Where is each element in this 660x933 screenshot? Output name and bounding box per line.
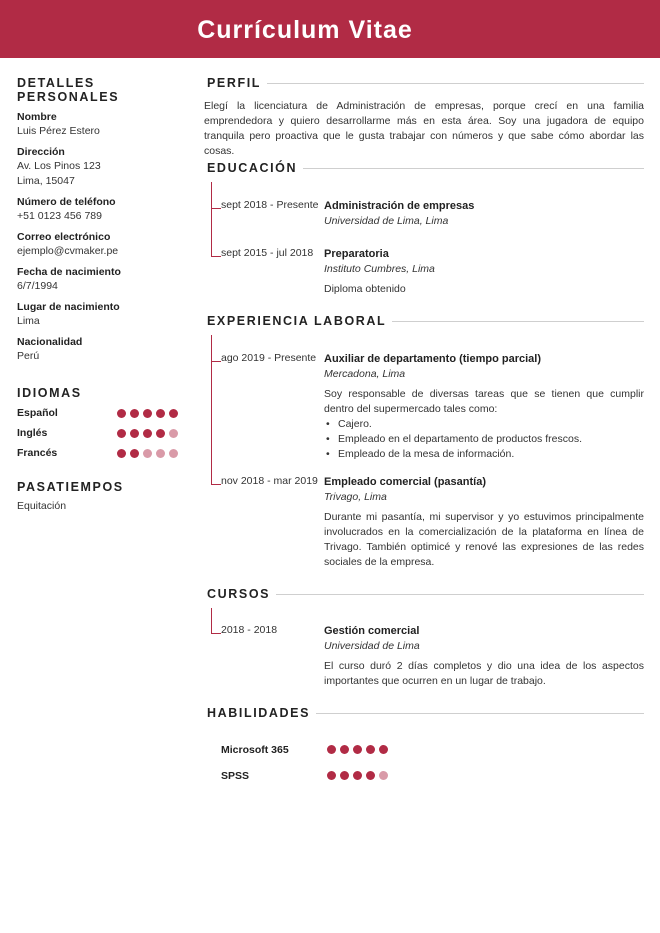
section-divider <box>392 321 644 322</box>
level-dot-filled <box>143 409 152 418</box>
level-dot-empty <box>379 771 388 780</box>
level-dot-empty <box>169 449 178 458</box>
detail-value: Lima <box>17 315 40 327</box>
entry-title: Empleado comercial (pasantía) <box>324 476 486 488</box>
entry-title: Gestión comercial <box>324 625 420 637</box>
skill-level-dots <box>327 771 388 780</box>
profile-text: Elegí la licenciatura de Administración de empresas, porque crecí en una familia emprendedora y quiero desarrollarme más en esta área. Soy una jugadora de equipo tranquila pero proactiva que le gusta trabajar con números y que sabe cómo abordar las cosas. <box>204 100 644 157</box>
entry-organization: Trivago, Lima <box>324 491 387 503</box>
detail-address <box>17 145 187 189</box>
entry-description: Durante mi pasantía, mi supervisor y yo estuvimos principalmente involucrados en la comercialización de la plataforma en línea de Trivago. También optimicé y renové las expresiones de las redes sociales de la empresa. <box>324 511 644 568</box>
level-dot-filled <box>143 429 152 438</box>
skills-heading: HABILIDADES <box>207 706 311 720</box>
language-level-dots <box>117 449 178 458</box>
detail-value: Lima, 15047 <box>17 175 75 187</box>
detail-value: +51 0123 456 789 <box>17 210 102 222</box>
hobbies-heading: PASATIEMPOS <box>17 480 124 494</box>
level-dot-filled <box>156 429 165 438</box>
level-dot-filled <box>117 449 126 458</box>
detail-value: 6/7/1994 <box>17 280 58 292</box>
entry-title: Administración de empresas <box>324 200 475 212</box>
courses-section-title <box>207 587 644 601</box>
level-dot-filled <box>366 745 375 754</box>
skill-name: Microsoft 365 <box>221 744 289 756</box>
level-dot-filled <box>130 449 139 458</box>
language-level-dots <box>117 429 178 438</box>
level-dot-filled <box>366 771 375 780</box>
entry-organization: Universidad de Lima, Lima <box>324 215 449 227</box>
personal-details-heading: DETALLES PERSONALES <box>17 76 120 104</box>
level-dot-filled <box>353 771 362 780</box>
section-divider <box>276 594 644 595</box>
entry-description: El curso duró 2 días completos y dio una idea de los aspectos importantes que ocurren en un lugar de trabajo. <box>324 660 644 687</box>
list-item: • Empleado de la mesa de información. <box>324 447 644 462</box>
timeline-tick <box>211 477 221 485</box>
entry-description: Diploma obtenido <box>324 283 406 295</box>
language-name: Español <box>17 407 58 419</box>
skill-row <box>221 768 521 784</box>
courses-heading: CURSOS <box>207 587 271 601</box>
level-dot-filled <box>379 745 388 754</box>
detail-birthplace <box>17 300 187 329</box>
detail-label: Nacionalidad <box>17 336 83 348</box>
level-dot-empty <box>169 429 178 438</box>
detail-nationality <box>17 335 187 364</box>
detail-label: Dirección <box>17 146 65 158</box>
hobbies-value: Equitación <box>17 500 67 512</box>
entry-organization: Mercadona, Lima <box>324 368 406 380</box>
entry-title: Auxiliar de departamento (tiempo parcial) <box>324 353 541 365</box>
detail-value: ejemplo@cvmaker.pe <box>17 245 119 257</box>
skill-row <box>221 742 521 758</box>
language-name: Inglés <box>17 427 48 439</box>
level-dot-filled <box>130 429 139 438</box>
section-divider <box>316 713 644 714</box>
entry-date: nov 2018 - mar 2019 <box>221 475 318 487</box>
sidebar <box>17 76 187 514</box>
detail-email <box>17 230 187 259</box>
header-banner <box>0 0 660 58</box>
skill-level-dots <box>327 745 388 754</box>
level-dot-filled <box>117 429 126 438</box>
page-title: Currículum Vitae <box>197 16 413 44</box>
detail-phone <box>17 195 187 224</box>
detail-label: Fecha de nacimiento <box>17 266 121 278</box>
timeline-tick <box>211 626 221 634</box>
level-dot-filled <box>353 745 362 754</box>
languages-heading: IDIOMAS <box>17 386 82 400</box>
timeline-tick <box>211 201 221 209</box>
detail-birthdate <box>17 265 187 294</box>
entry-date: ago 2019 - Presente <box>221 352 317 364</box>
education-section-title <box>207 161 644 175</box>
experience-heading: EXPERIENCIA LABORAL <box>207 314 387 328</box>
language-name: Francés <box>17 447 58 459</box>
detail-value: Luis Pérez Estero <box>17 125 100 137</box>
detail-value: Perú <box>17 350 40 362</box>
timeline-tick <box>211 354 221 362</box>
entry-title: Preparatoria <box>324 248 389 260</box>
section-divider <box>303 168 644 169</box>
level-dot-filled <box>327 745 336 754</box>
entry-organization: Universidad de Lima <box>324 640 420 652</box>
level-dot-filled <box>130 409 139 418</box>
level-dot-filled <box>340 745 349 754</box>
entry-date: 2018 - 2018 <box>221 624 278 636</box>
skill-name: SPSS <box>221 770 250 782</box>
skills-section-title <box>207 706 644 720</box>
entry-organization: Instituto Cumbres, Lima <box>324 263 435 275</box>
timeline-tick <box>211 249 221 257</box>
detail-label: Correo electrónico <box>17 231 111 243</box>
section-divider <box>267 83 644 84</box>
language-row <box>17 443 187 463</box>
language-level-dots <box>117 409 178 418</box>
entry-date: sept 2018 - Presente <box>221 199 319 211</box>
detail-value: Av. Los Pinos 123 <box>17 160 101 172</box>
language-row <box>17 403 187 423</box>
level-dot-empty <box>156 449 165 458</box>
detail-label: Nombre <box>17 111 57 123</box>
profile-heading: PERFIL <box>207 76 262 90</box>
level-dot-filled <box>156 409 165 418</box>
education-heading: EDUCACIÓN <box>207 161 298 175</box>
level-dot-filled <box>327 771 336 780</box>
entry-bullet-list <box>324 417 644 462</box>
list-item: • Empleado en el departamento de productos frescos. <box>324 432 644 447</box>
list-item: • Cajero. <box>324 417 644 432</box>
detail-name <box>17 110 187 139</box>
entry-description: Soy responsable de diversas tareas que se tienen que cumplir dentro del supermercado tales como: <box>324 388 644 415</box>
detail-label: Número de teléfono <box>17 196 116 208</box>
level-dot-empty <box>143 449 152 458</box>
level-dot-filled <box>169 409 178 418</box>
detail-label: Lugar de nacimiento <box>17 301 120 313</box>
level-dot-filled <box>340 771 349 780</box>
language-row <box>17 423 187 443</box>
education-timeline <box>211 182 212 256</box>
experience-section-title <box>207 314 644 328</box>
entry-date: sept 2015 - jul 2018 <box>221 247 314 259</box>
level-dot-filled <box>117 409 126 418</box>
profile-section-title <box>207 76 644 90</box>
